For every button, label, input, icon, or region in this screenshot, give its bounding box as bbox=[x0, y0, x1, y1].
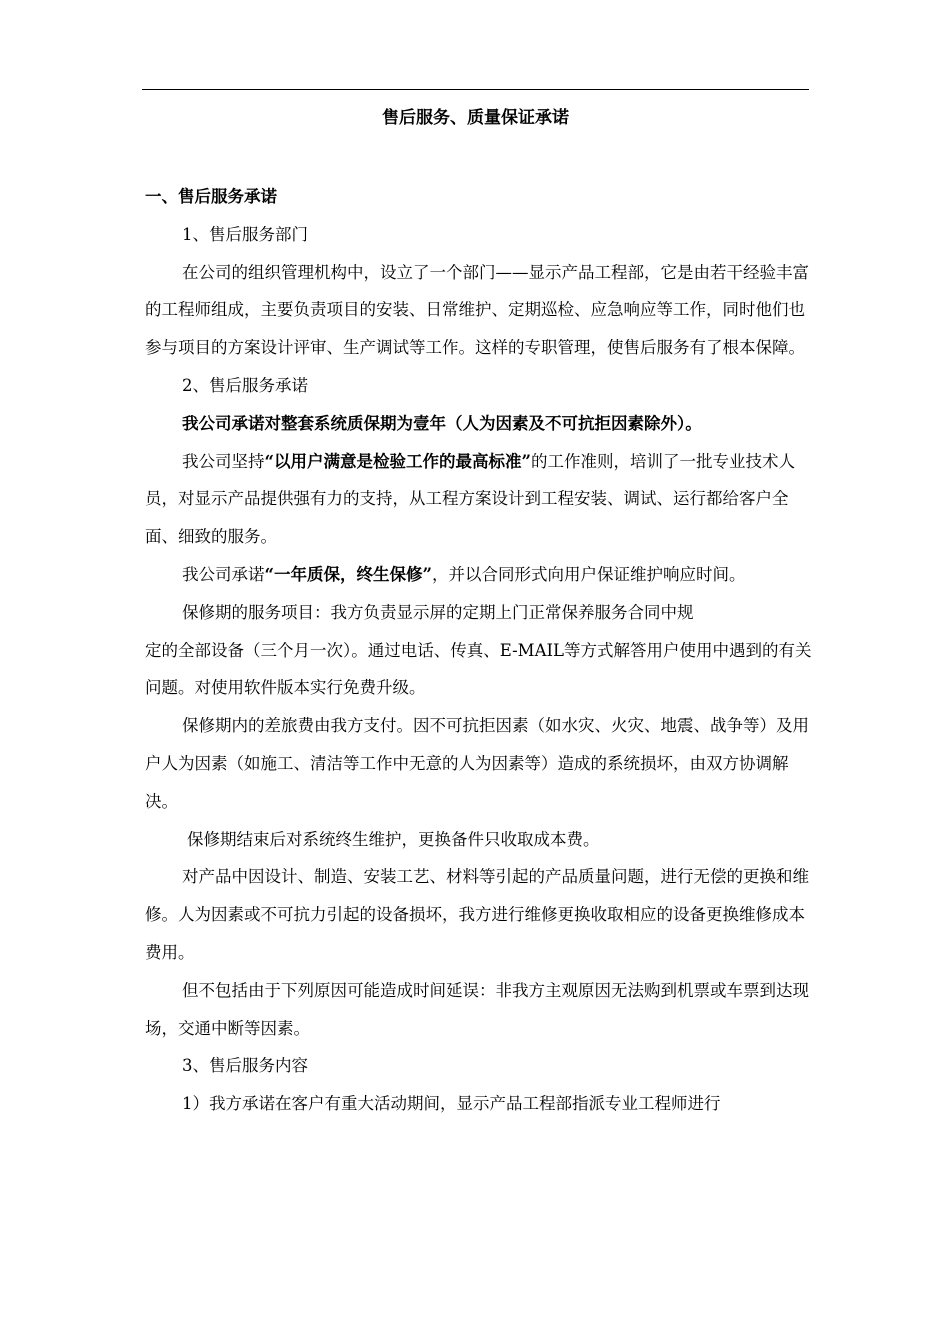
text-line: 保修期的服务项目：我方负责显示屏的定期上门正常保养服务合同中规 bbox=[182, 602, 694, 622]
paragraph-travel-cost: 保修期内的差旅费由我方支付。因不可抗拒因素（如水灾、火灾、地震、战争等）及用户人为因素（如施工、清洁等工作中无意的人为因素等）造成的系统损坏，由双方协调解决。 bbox=[145, 716, 809, 811]
document-body bbox=[145, 178, 817, 1123]
item-heading-2: 2、售后服务承诺 bbox=[182, 375, 308, 395]
paragraph-service-content-1: 1）我方承诺在客户有重大活动期间，显示产品工程部指派专业工程师进行 bbox=[182, 1094, 721, 1114]
text-run: ，并以合同形式向用户保证维护响应时间。 bbox=[431, 564, 746, 584]
paragraph-standard bbox=[145, 443, 817, 556]
text-run: 我公司坚持 bbox=[182, 451, 265, 471]
paragraph-department: 在公司的组织管理机构中，设立了一个部门——显示产品工程部，它是由若干经验丰富的工程师组成，主要负责项目的安装、日常维护、定期巡检、应急响应等工作，同时他们也参与项目的方案设计评审、生产调试等工作。这样的专职管理，使售后服务有了根本保障。 bbox=[145, 262, 809, 358]
item-heading-1: 1、售后服务部门 bbox=[182, 224, 308, 244]
paragraph-service-items bbox=[145, 594, 817, 707]
section-heading: 一、售后服务承诺 bbox=[145, 187, 277, 206]
warranty-statement: 我公司承诺对整套系统质保期为壹年（人为因素及不可抗拒因素除外）。 bbox=[182, 413, 702, 433]
paragraph-after-warranty: 保修期结束后对系统终生维护，更换备件只收取成本费。 bbox=[187, 829, 600, 849]
paragraph-quality-issues: 对产品中因设计、制造、安装工艺、材料等引起的产品质量问题，进行无偿的更换和维修。人为因素或不可抗力引起的设备损坏，我方进行维修更换收取相应的设备更换维修成本费用。 bbox=[145, 867, 809, 962]
emphasis-run: “以用户满意是检验工作的最高标准” bbox=[264, 451, 531, 471]
paragraph-warranty-bold bbox=[145, 405, 817, 443]
paragraph-lifetime bbox=[145, 556, 817, 594]
header-rule bbox=[142, 89, 809, 90]
paragraph-exclusions: 但不包括由于下列原因可能造成时间延误：非我方主观原因无法购到机票或车票到达现场，交通中断等因素。 bbox=[145, 980, 809, 1038]
item-heading-3: 3、售后服务内容 bbox=[182, 1056, 308, 1076]
emphasis-run: “一年质保，终生保修” bbox=[264, 564, 432, 584]
text-run: 定的全部设备（三个月一次）。通过电话、传真、E-MAIL等方式解答用户使用中遇到的有关问题。对使用软件版本实行免费升级。 bbox=[145, 640, 812, 698]
text-run: 我公司承诺 bbox=[182, 564, 265, 584]
text-run: 的工作准则，培训了一批专业技术人员，对显示产品提供强有力的支持，从工程方案设计到工程安装、调试、运行都给客户全面、细致的服务。 bbox=[145, 451, 795, 547]
document-title: 售后服务、质量保证承诺 bbox=[382, 108, 569, 128]
